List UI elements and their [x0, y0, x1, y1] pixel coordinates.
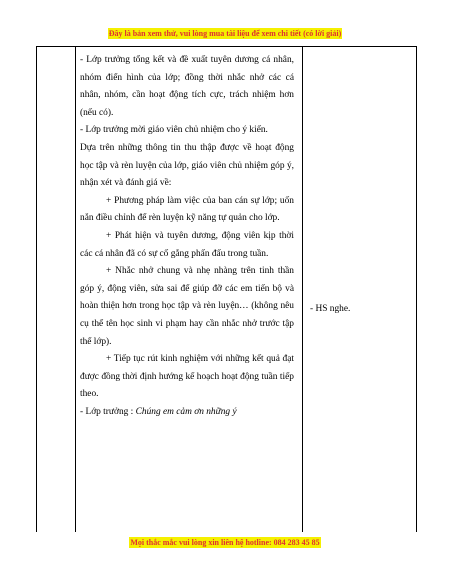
- preview-notice-banner: [0, 29, 450, 38]
- activity-description: [80, 52, 294, 421]
- paragraph-reminder: + Nhắc nhở chung và nhẹ nhàng trên tinh thần góp ý, động viên, sửa sai để giúp đỡ các em tiến bộ và hoàn thiện hơn trong học tập và rèn luyện… (không nêu cụ thể tên học sinh vi phạm hay cần nhắc nhở trước tập thể lớp).: [80, 266, 294, 347]
- hotline-text: Mọi thắc mắc vui lòng xin liên hệ hotline: 084 283 45 85: [130, 538, 320, 547]
- paragraph-class-monitor-thanks: [80, 404, 294, 422]
- preview-notice-text: Đây là bản xem thử, vui lòng mua tài liệu để xem chi tiết (có lời giải): [108, 29, 342, 38]
- paragraph-invite-teacher: - Lớp trưởng mời giáo viên chủ nhiệm cho ý kiến.: [80, 125, 268, 136]
- paragraph-praise: + Phát hiện và tuyên dương, động viên kịp thời các cá nhân đã có sự cố gắng phấn đấu trong tuần.: [80, 230, 294, 259]
- lesson-table: [36, 46, 417, 532]
- middle-column-cell: [76, 47, 303, 532]
- hotline-banner: [0, 538, 450, 547]
- paragraph-working-method: + Phương pháp làm việc của ban cán sự lớp; uốn nắn điều chỉnh để rèn luyện kỹ năng tự quản cho lớp.: [80, 195, 294, 224]
- student-response: - HS nghe.: [310, 304, 351, 314]
- right-column-cell: [303, 47, 416, 532]
- left-column-cell: [37, 47, 76, 532]
- paragraph-class-monitor-summary: - Lớp trưởng tổng kết và đề xuất tuyên dương cá nhân, nhóm điển hình của lớp; đồng thời nhắc nhở các cá nhân, nhóm, cần hoạt động tích cực, trách nhiệm hơn (nếu có).: [80, 55, 294, 118]
- thanks-prefix: - Lớp trưởng :: [80, 406, 136, 417]
- paragraph-teacher-feedback-intro: Dựa trên những thông tin thu thập được về hoạt động học tập và rèn luyện của lớp, giáo viên chủ nhiệm góp ý, nhận xét và đánh giá về:: [80, 142, 294, 189]
- thanks-quote: Chúng em cảm ơn những ý: [135, 406, 237, 417]
- paragraph-next-week-plan: + Tiếp tục rút kinh nghiệm với những kết quả đạt được đồng thời định hướng kế hoạch hoạt động tuần tiếp theo.: [80, 354, 294, 400]
